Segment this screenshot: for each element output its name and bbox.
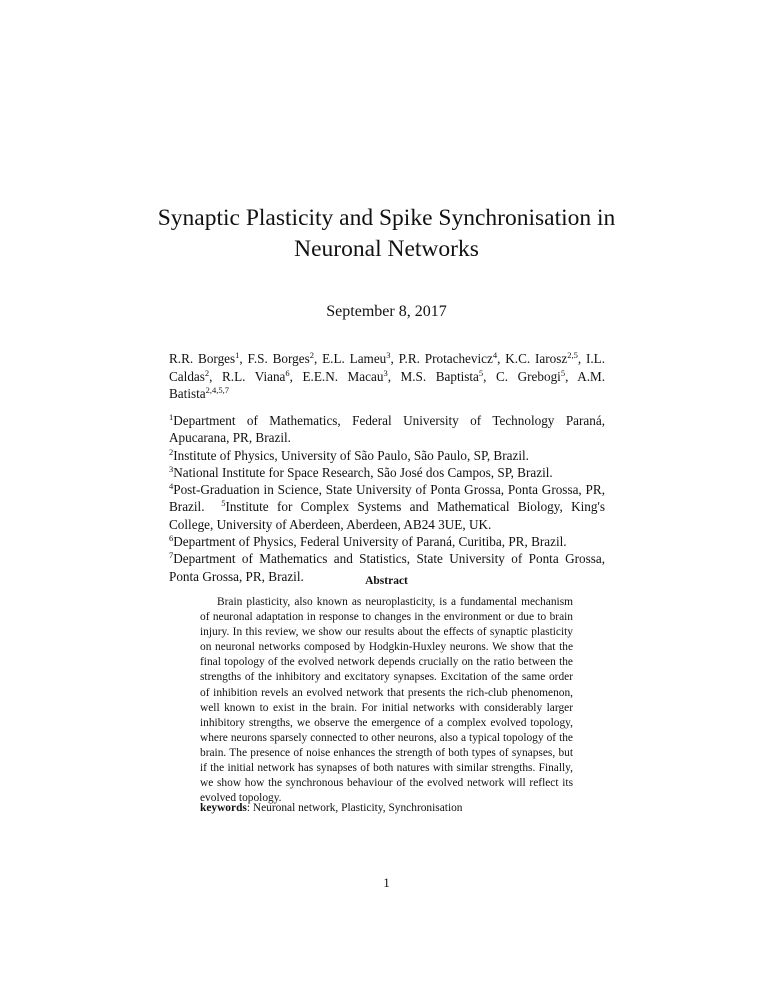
affiliation-item bbox=[169, 464, 605, 481]
author-sup: 4 bbox=[492, 350, 498, 360]
author-sup: 3 bbox=[386, 350, 391, 360]
page-number: 1 bbox=[383, 875, 390, 890]
author: C. Grebogi bbox=[496, 368, 561, 384]
author: F.S. Borges bbox=[247, 351, 310, 366]
author-sup: 3 bbox=[383, 367, 388, 378]
affiliation-text: Institute of Physics, University of São Paulo, São Paulo, SP, Brazil. bbox=[173, 447, 529, 463]
affiliation-text: National Institute for Space Research, São José dos Campos, SP, Brazil. bbox=[173, 464, 553, 480]
affiliation-text: Institute for Complex Systems and Mathematical Biology, King's College, University of Aberdeen, Aberdeen, AB24 3UE, UK. bbox=[169, 499, 605, 532]
author-list: R.R. Borges$^1$, F.S. Borges$^2$, E.L. Lameu$^3$, P.R. Protachevicz$^4$, K.C. Iarosz$^{2,5}$, I.L. Caldas$^2$, R.L. Viana$^6$, E.E.N. Macau$^3$, M.S. Baptista$^5$, C. Grebogi$^5$, A.M. Batista$^{2,4,5,7}$ bbox=[169, 350, 606, 401]
author: A.M. Batista bbox=[169, 368, 606, 401]
keywords-label: keywords bbox=[200, 802, 247, 814]
title-line-1: Synaptic Plasticity and Spike Synchronisation in bbox=[157, 205, 616, 231]
author: E.E.N. Macau bbox=[302, 368, 384, 384]
affiliation-text: Department of Mathematics, Federal University of Technology Paraná, Apucarana, PR, Brazil. bbox=[169, 413, 605, 446]
affiliation-sup: 7 bbox=[169, 550, 174, 561]
affiliation-sup: 1 bbox=[169, 412, 174, 422]
author-sup: 2,4,5,7 bbox=[205, 385, 230, 395]
abstract-body: Brain plasticity, also known as neuroplasticity, is a fundamental mechanism of neuronal adaptation in response to changes in the environment or due to brain injury. In this review, we show our results about the effects of synaptic plasticity on neuronal networks composed by Hodgkin-Huxley neurons. We show that the final topology of the evolved network depends crucially on the ratio between the strengths of the inhibitory and excitatory synapses. Excitation of the same order of inhibition revels an evolved network that presents the rich-club phenomenon, well known to exist in the brain. For initial networks with considerably larger inhibitory strengths, we observe the emergence of a complex evolved topology, where neurons sparsely connected to other neurons, also a typical topology of the brain. The presence of noise enhances the strength of both types of synapses, but if the initial network has synapses of both natures with similar strengths. Finally, we show how the synchronous behaviour of the evolved network will reflect its evolved topology. bbox=[200, 596, 573, 805]
author-sup: 5 bbox=[478, 367, 484, 378]
affiliation-text: Post-Graduation in Science, State University of Ponta Grossa, Ponta Grossa, PR, Brazil. bbox=[169, 482, 605, 515]
affiliation-list bbox=[169, 412, 605, 585]
author-sup: 2 bbox=[309, 350, 314, 360]
author-sup: 1 bbox=[235, 350, 240, 360]
affiliation-text: Department of Mathematics and Statistics, State University of Ponta Grossa, Ponta Grossa, PR, Brazil. bbox=[169, 551, 605, 584]
affiliation-sup: 4 bbox=[169, 481, 174, 492]
keywords-text: Neuronal network, Plasticity, Synchronisation bbox=[252, 802, 463, 814]
title-line-2: Neuronal Networks bbox=[294, 236, 479, 262]
affiliation-sup: 3 bbox=[169, 463, 174, 474]
publication-date: September 8, 2017 bbox=[326, 303, 447, 320]
affiliation-item bbox=[169, 481, 605, 533]
affiliation-item bbox=[169, 447, 605, 464]
author-sup: 6 bbox=[285, 367, 290, 378]
paper-title bbox=[100, 203, 673, 265]
keywords-line: keywords: Neuronal network, Plasticity, Synchronisation bbox=[200, 802, 463, 814]
author: R.R. Borges bbox=[169, 351, 236, 366]
author-sup: 5 bbox=[560, 367, 566, 378]
author: R.L. Viana bbox=[221, 368, 286, 384]
author: M.S. Baptista bbox=[400, 368, 479, 384]
affiliation-text: Department of Physics, Federal University of Paraná, Curitiba, PR, Brazil. bbox=[173, 534, 567, 550]
affiliation-sup: 5 bbox=[221, 498, 226, 509]
affiliation-sup: 2 bbox=[169, 446, 174, 457]
author: K.C. Iarosz bbox=[505, 351, 568, 366]
affiliation-sup: 6 bbox=[169, 533, 174, 544]
abstract-heading: Abstract bbox=[365, 575, 408, 587]
author-sup: 2 bbox=[204, 367, 210, 378]
affiliation-item bbox=[169, 412, 605, 447]
author-sup: 2,5 bbox=[567, 350, 578, 360]
author: E.L. Lameu bbox=[322, 351, 387, 366]
author: P.R. Protachevicz bbox=[398, 351, 493, 366]
affiliation-item bbox=[169, 533, 605, 550]
author: I.L. Caldas bbox=[169, 351, 606, 384]
